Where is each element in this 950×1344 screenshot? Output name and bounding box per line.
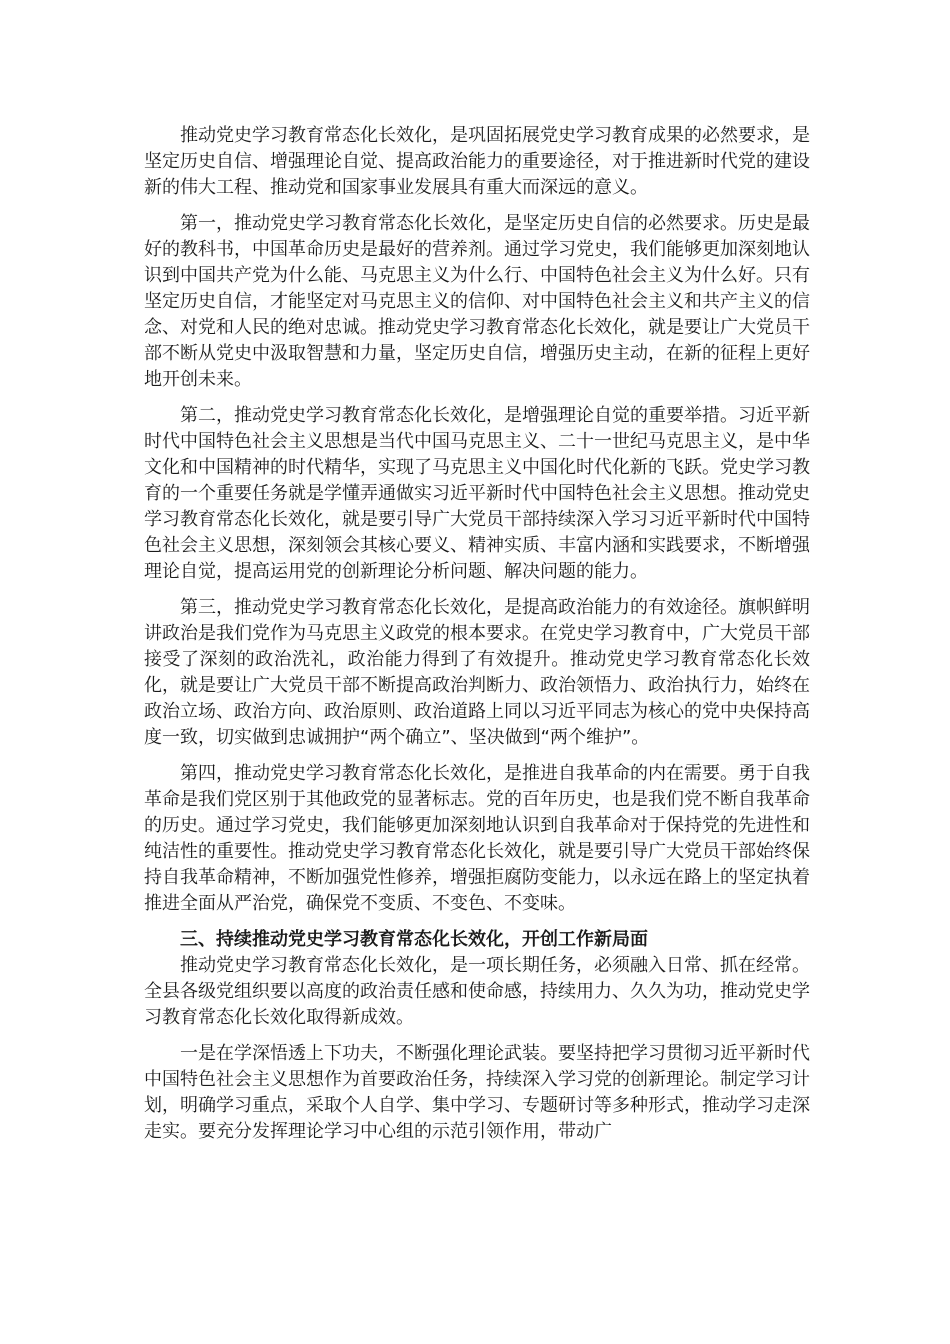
paragraph-intro: 推动党史学习教育常态化长效化，是巩固拓展党史学习教育成果的必然要求，是坚定历史自信、增强理论自觉、提高政治能力的重要途径，对于推进新时代党的建设新的伟大工程、推动党和国家事业发展具有重大而深远的意义。: [144, 125, 810, 198]
document-body: [144, 123, 810, 1155]
paragraph-fourth-point: 第四，推动党史学习教育常态化长效化，是推进自我革命的内在需要。勇于自我革命是我们党区别于其他政党的显著标志。党的百年历史，也是我们党不断自我革命的历史。通过学习党史，我们能够更加深刻地认识到自我革命对于保持党的先进性和纯洁性的重要性。推动党史学习教育常态化长效化，就是要引导广大党员干部始终保持自我革命精神，不断加强党性修养，增强拒腐防变能力，以永远在路上的坚定执着推进全面从严治党，确保党不变质、不变色、不变味。: [144, 763, 810, 914]
paragraph-measure-one: 一是在学深悟透上下功夫，不断强化理论武装。要坚持把学习贯彻习近平新时代中国特色社会主义思想作为首要政治任务，持续深入学习党的创新理论。制定学习计划，明确学习重点，采取个人自学、集中学习、专题研讨等多种形式，推动学习走深走实。要充分发挥理论学习中心组的示范引领作用，带动广: [144, 1043, 810, 1142]
paragraph-first-point: 第一，推动党史学习教育常态化长效化，是坚定历史自信的必然要求。历史是最好的教科书，中国革命历史是最好的营养剂。通过学习党史，我们能够更加深刻地认识到中国共产党为什么能、马克思主义为什么行、中国特色社会主义为什么好。只有坚定历史自信，才能坚定对马克思主义的信仰、对中国特色社会主义和共产主义的信念、对党和人民的绝对忠诚。推动党史学习教育常态化长效化，就是要让广大党员干部不断从党史中汲取智慧和力量，坚定历史自信，增强历史主动，在新的征程上更好地开创未来。: [144, 213, 810, 390]
paragraph-third-point: 第三，推动党史学习教育常态化长效化，是提高政治能力的有效途径。旗帜鲜明讲政治是我们党作为马克思主义政党的根本要求。在党史学习教育中，广大党员干部接受了深刻的政治洗礼，政治能力得到了有效提升。推动党史学习教育常态化长效化，就是要让广大党员干部不断提高政治判断力、政治领悟力、政治执行力，始终在政治立场、政治方向、政治原则、政治道路上同以习近平同志为核心的党中央保持高度一致，切实做到忠诚拥护“两个确立”、坚决做到“两个维护”。: [144, 597, 810, 748]
section-heading: 三、持续推动党史学习教育常态化长效化，开创工作新局面: [180, 929, 648, 950]
paragraph-second-point: 第二，推动党史学习教育常态化长效化，是增强理论自觉的重要举措。习近平新时代中国特色社会主义思想是当代中国马克思主义、二十一世纪马克思主义，是中华文化和中国精神的时代精华，实现了马克思主义中国化时代化新的飞跃。党史学习教育的一个重要任务就是学懂弄通做实习近平新时代中国特色社会主义思想。推动党史学习教育常态化长效化，就是要引导广大党员干部持续深入学习习近平新时代中国特色社会主义思想，深刻领会其核心要义、精神实质、丰富内涵和实践要求，不断增强理论自觉，提高运用党的创新理论分析问题、解决问题的能力。: [144, 405, 810, 582]
paragraph-section-intro: 推动党史学习教育常态化长效化，是一项长期任务，必须融入日常、抓在经常。全县各级党组织要以高度的政治责任感和使命感，持续用力、久久为功，推动党史学习教育常态化长效化取得新成效。: [144, 955, 810, 1028]
